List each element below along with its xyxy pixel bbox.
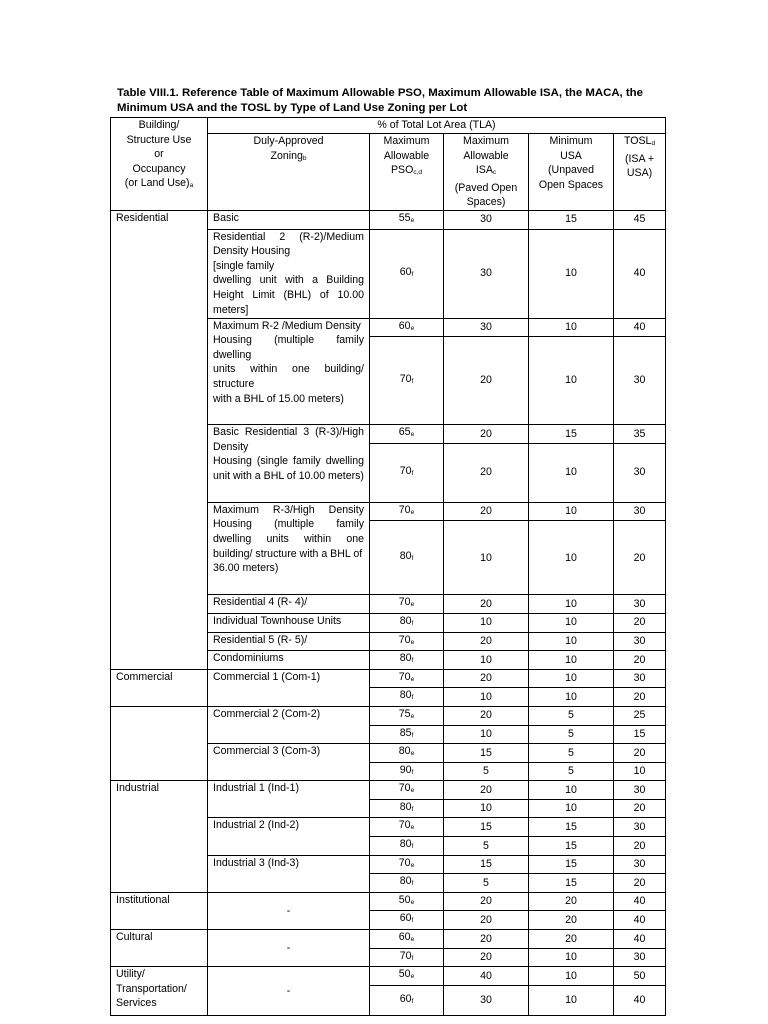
tosl-cell: 20 <box>614 688 666 707</box>
pso-cell: $80_f$ <box>370 613 444 632</box>
pso-cell: $70_e$ <box>370 502 444 521</box>
pso-cell: $50_e$ <box>370 892 444 911</box>
isa-cell: 15 <box>444 744 529 763</box>
tosl-cell: 20 <box>614 744 666 763</box>
pso-cell: $80_f$ <box>370 651 444 670</box>
isa-cell: 5 <box>444 874 529 893</box>
pso-cell: $70_e$ <box>370 669 444 688</box>
tosl-cell: 30 <box>614 669 666 688</box>
zone-cell: Residential 4 (R- 4)/ <box>208 595 370 614</box>
isa-cell: 20 <box>444 502 529 521</box>
tosl-cell: 40 <box>614 985 666 1015</box>
isa-cell: 20 <box>444 443 529 502</box>
tosl-cell: 20 <box>614 521 666 595</box>
usa-cell: 10 <box>529 595 614 614</box>
zone-cell: Basic Residential 3 (R-3)/High Density Housing (single family dwelling unit with a BHL of 10.00 meters) <box>208 425 370 503</box>
tosl-cell: 30 <box>614 781 666 800</box>
isa-cell: 10 <box>444 613 529 632</box>
usa-cell: 10 <box>529 229 614 318</box>
zone-cell: Commercial 3 (Com-3) <box>208 744 370 781</box>
pso-cell: $85_f$ <box>370 725 444 744</box>
usa-cell: 5 <box>529 706 614 725</box>
pso-cell: $70_e$ <box>370 855 444 874</box>
tosl-cell: 40 <box>614 318 666 337</box>
zone-cell: Condominiums <box>208 651 370 670</box>
tosl-cell: 30 <box>614 855 666 874</box>
isa-cell: 10 <box>444 521 529 595</box>
tosl-cell: 35 <box>614 425 666 444</box>
isa-cell: 20 <box>444 632 529 651</box>
tosl-cell: 40 <box>614 892 666 911</box>
isa-cell: 10 <box>444 688 529 707</box>
header-usa: Minimum USA (Unpaved Open Spaces <box>529 134 614 211</box>
usa-cell: 15 <box>529 425 614 444</box>
usa-cell: 15 <box>529 874 614 893</box>
pso-cell: $70_f$ <box>370 948 444 967</box>
isa-cell: 10 <box>444 651 529 670</box>
pso-cell: $70_e$ <box>370 818 444 837</box>
usa-cell: 10 <box>529 967 614 986</box>
use-industrial: Industrial <box>111 781 208 893</box>
tosl-cell: 20 <box>614 837 666 856</box>
header-tla: % of Total Lot Area (TLA) <box>208 118 666 134</box>
isa-cell: 20 <box>444 425 529 444</box>
tosl-cell: 30 <box>614 595 666 614</box>
isa-cell: 10 <box>444 725 529 744</box>
header-use: Building/ Structure Use or Occupancy (or Land $Use)_a$ <box>111 118 208 211</box>
pso-cell: $65_e$ <box>370 425 444 444</box>
pso-cell: $70_e$ <box>370 595 444 614</box>
tosl-cell: 15 <box>614 725 666 744</box>
usa-cell: 10 <box>529 688 614 707</box>
usa-cell: 10 <box>529 669 614 688</box>
pso-cell: $70_f$ <box>370 337 444 425</box>
usa-cell: 10 <box>529 781 614 800</box>
header-tosl: $TOSL_d$ (ISA + USA) <box>614 134 666 211</box>
usa-cell: 10 <box>529 502 614 521</box>
pso-cell: $60_e$ <box>370 318 444 337</box>
isa-cell: 15 <box>444 855 529 874</box>
isa-cell: 20 <box>444 706 529 725</box>
tosl-cell: 30 <box>614 502 666 521</box>
tosl-cell: 50 <box>614 967 666 986</box>
isa-cell: 20 <box>444 669 529 688</box>
usa-cell: 5 <box>529 762 614 781</box>
tosl-cell: 30 <box>614 443 666 502</box>
isa-cell: 20 <box>444 892 529 911</box>
usa-cell: 20 <box>529 892 614 911</box>
usa-cell: 10 <box>529 318 614 337</box>
table-row <box>111 892 666 911</box>
table-title: Table VIII.1. Reference Table of Maximum Allowable PSO, Maximum Allowable ISA, the MACA, the Minimum USA and the TOSL by Type of Land Use Zoning per Lot <box>117 87 643 114</box>
zone-cell: Residential 2 (R-2)/Medium Density Housing [single family dwelling unit with a Building Height Limit (BHL) of 10.00 meters] <box>208 229 370 318</box>
pso-cell: $70_e$ <box>370 632 444 651</box>
pso-cell: $80_f$ <box>370 874 444 893</box>
usa-cell: 10 <box>529 948 614 967</box>
tosl-cell: 30 <box>614 948 666 967</box>
table-row <box>111 781 666 800</box>
isa-cell: 30 <box>444 229 529 318</box>
table-row <box>111 669 666 688</box>
tosl-cell: 10 <box>614 762 666 781</box>
isa-cell: 5 <box>444 762 529 781</box>
isa-cell: 20 <box>444 595 529 614</box>
tosl-cell: 30 <box>614 632 666 651</box>
use-utility: Utility/ Transportation/ Services <box>111 967 208 1016</box>
isa-cell: 30 <box>444 985 529 1015</box>
pso-cell: $60_f$ <box>370 911 444 930</box>
usa-cell: 20 <box>529 911 614 930</box>
usa-cell: 15 <box>529 837 614 856</box>
pso-cell: $80_e$ <box>370 744 444 763</box>
table-row <box>111 706 666 725</box>
tosl-cell: 25 <box>614 706 666 725</box>
tosl-cell: 20 <box>614 651 666 670</box>
tosl-cell: 20 <box>614 613 666 632</box>
isa-cell: 10 <box>444 799 529 818</box>
usa-cell: 15 <box>529 818 614 837</box>
zone-cell: Basic <box>208 210 370 229</box>
usa-cell: 5 <box>529 744 614 763</box>
isa-cell: 20 <box>444 930 529 949</box>
use-institutional: Institutional <box>111 892 208 929</box>
pso-cell: $70_f$ <box>370 443 444 502</box>
zone-cell: Industrial 1 (Ind-1) <box>208 781 370 818</box>
usa-cell: 10 <box>529 985 614 1015</box>
usa-cell: 10 <box>529 651 614 670</box>
isa-cell: 20 <box>444 948 529 967</box>
use-residential: Residential <box>111 210 208 669</box>
tosl-cell: 20 <box>614 874 666 893</box>
usa-cell: 10 <box>529 632 614 651</box>
pso-cell: $80_f$ <box>370 688 444 707</box>
usa-cell: 10 <box>529 613 614 632</box>
zone-cell: Commercial 2 (Com-2) <box>208 706 370 743</box>
pso-cell: $80_f$ <box>370 837 444 856</box>
zone-cell: Commercial 1 (Com-1) <box>208 669 370 706</box>
isa-cell: 30 <box>444 210 529 229</box>
zone-cell: Maximum R-2 /Medium Density Housing (multiple family dwelling units within one building/ structure with a BHL of 15.00 meters) <box>208 318 370 425</box>
zone-cell: Industrial 3 (Ind-3) <box>208 855 370 892</box>
isa-cell: 5 <box>444 837 529 856</box>
usa-cell: 5 <box>529 725 614 744</box>
zone-cell: - <box>208 930 370 967</box>
tosl-cell: 20 <box>614 799 666 818</box>
pso-cell: $60_f$ <box>370 229 444 318</box>
table-row <box>111 210 666 229</box>
isa-cell: 20 <box>444 781 529 800</box>
usa-cell: 10 <box>529 799 614 818</box>
isa-cell: 40 <box>444 967 529 986</box>
use-commercial: Commercial <box>111 669 208 706</box>
tosl-cell: 45 <box>614 210 666 229</box>
isa-cell: 30 <box>444 318 529 337</box>
tosl-cell: 40 <box>614 911 666 930</box>
pso-cell: $60_f$ <box>370 985 444 1015</box>
use-commercial-cont <box>111 706 208 780</box>
pso-cell: $50_e$ <box>370 967 444 986</box>
usa-cell: 20 <box>529 930 614 949</box>
zone-cell: Residential 5 (R- 5)/ <box>208 632 370 651</box>
isa-cell: 15 <box>444 818 529 837</box>
zone-cell: - <box>208 967 370 1016</box>
table-row <box>111 967 666 986</box>
usa-cell: 10 <box>529 443 614 502</box>
pso-cell: $90_f$ <box>370 762 444 781</box>
tosl-cell: 40 <box>614 930 666 949</box>
isa-cell: 20 <box>444 337 529 425</box>
header-pso: Maximum Allowable $PSO_{c,d}$ <box>370 134 444 211</box>
usa-cell: 15 <box>529 855 614 874</box>
zone-cell: Individual Townhouse Units <box>208 613 370 632</box>
land-use-table <box>110 117 666 1016</box>
header-isa: Maximum Allowable $ISA_c$ (Paved Open Spaces) <box>444 134 529 211</box>
zone-cell: Industrial 2 (Ind-2) <box>208 818 370 855</box>
tosl-cell: 40 <box>614 229 666 318</box>
header-zoning: Duly-Approved Zoning$_b$ <box>208 134 370 211</box>
isa-cell: 20 <box>444 911 529 930</box>
tosl-cell: 30 <box>614 818 666 837</box>
pso-cell: $60_e$ <box>370 930 444 949</box>
zone-cell: - <box>208 892 370 929</box>
tosl-cell: 30 <box>614 337 666 425</box>
use-cultural: Cultural <box>111 930 208 967</box>
usa-cell: 10 <box>529 337 614 425</box>
zone-cell: Maximum R-3/High Density Housing (multiple family dwelling units within one building/ structure with a BHL of 36.00 meters) <box>208 502 370 595</box>
pso-cell: $80_f$ <box>370 799 444 818</box>
usa-cell: 10 <box>529 521 614 595</box>
pso-cell: $75_e$ <box>370 706 444 725</box>
table-row <box>111 930 666 949</box>
usa-cell: 15 <box>529 210 614 229</box>
pso-cell: $55_e$ <box>370 210 444 229</box>
pso-cell: $70_e$ <box>370 781 444 800</box>
pso-cell: $80_f$ <box>370 521 444 595</box>
